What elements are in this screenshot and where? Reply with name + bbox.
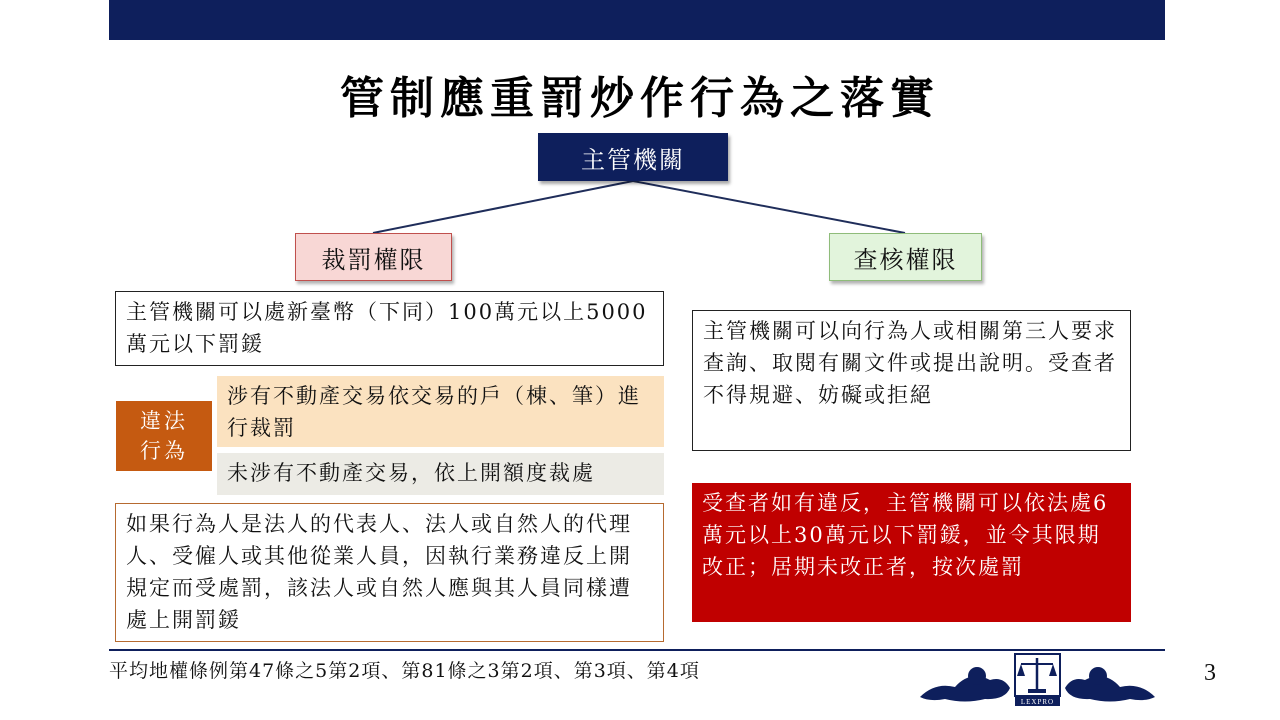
inspection-sanction-text: 受查者如有違反，主管機關可以依法處6萬元以上30萬元以下罰鍰，並令其限期改正；居期未改正者，按次處罰 [692,483,1131,622]
violation-label-line2: 行為 [140,439,188,463]
lexpro-logo [915,652,1160,707]
case-property-transaction: 涉有不動產交易依交易的戶（棟、筆）進行裁罰 [217,376,664,447]
inspection-authority-node: 查核權限 [829,233,982,281]
svg-text:LEXPRO: LEXPRO [1020,698,1055,706]
competent-authority-node: 主管機關 [538,133,728,181]
joint-liability-text: 如果行為人是法人的代表人、法人或自然人的代理人、受僱人或其他從業人員，因執行業務違反上開規定而受處罰，該法人或自然人應與其人員同樣遭處上開罰鍰 [115,503,664,642]
violation-label [116,401,212,471]
case-no-property-transaction: 未涉有不動產交易，依上開額度裁處 [217,453,664,495]
footer-divider [109,649,1165,651]
penalty-authority-node: 裁罰權限 [295,233,452,281]
page-number: 3 [1204,660,1216,686]
page-title: 管制應重罰炒作行為之落實 [340,73,940,124]
inspection-text: 主管機關可以向行為人或相關第三人要求查詢、取閱有關文件或提出說明。受查者不得規避、妨礙或拒絕 [692,310,1131,451]
penalty-range-text: 主管機關可以處新臺幣（下同）100萬元以上5000萬元以下罰鍰 [115,291,664,366]
legal-citation: 平均地權條例第47條之5第2項、第81條之3第2項、第3項、第4項 [109,660,700,682]
violation-label-line1: 違法 [140,409,188,433]
